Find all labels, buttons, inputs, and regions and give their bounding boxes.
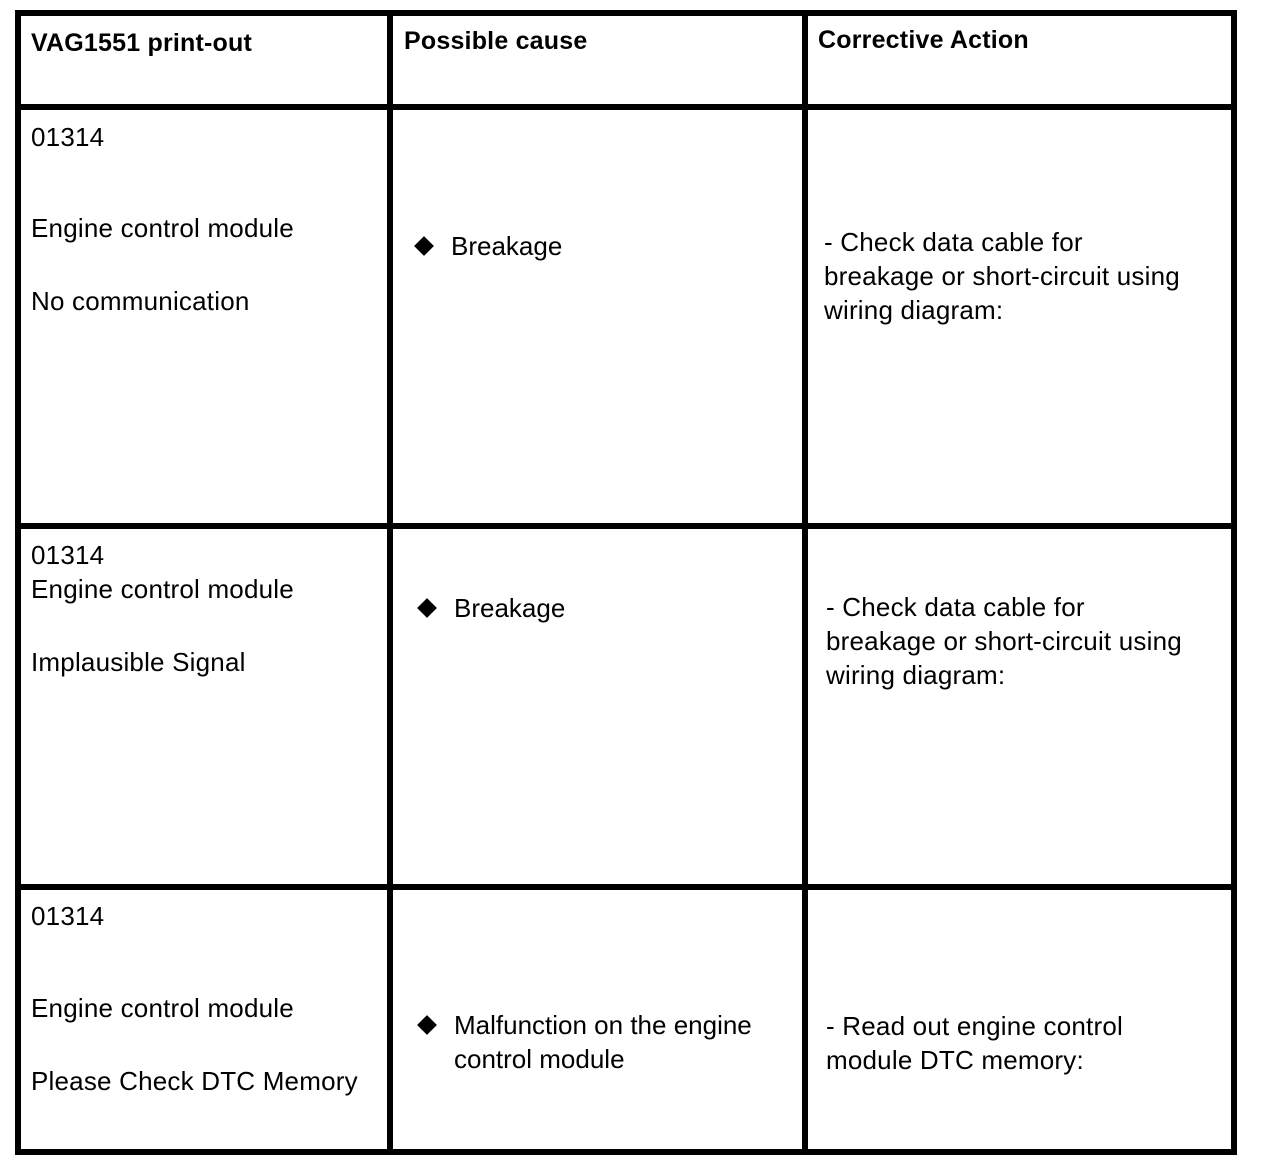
dtc-module: Engine control module <box>31 213 294 243</box>
cause-item <box>417 591 565 625</box>
diamond-bullet-icon <box>417 1015 437 1035</box>
dtc-code: 01314 <box>31 540 105 570</box>
dtc-status: Implausible Signal <box>31 647 246 677</box>
cause-item <box>417 1008 752 1076</box>
cause-text: Malfunction on the engine control module <box>454 1010 752 1074</box>
diamond-bullet-icon <box>417 598 437 618</box>
action-text: - Check data cable for breakage or short-circuit using wiring diagram: <box>824 227 1180 325</box>
row-divider <box>15 104 1237 110</box>
cause-item <box>414 229 562 263</box>
diamond-bullet-icon <box>414 236 434 256</box>
cause-text: Breakage <box>451 231 563 261</box>
header-cause: Possible cause <box>404 27 588 55</box>
action-text: - Read out engine control module DTC memory: <box>826 1011 1123 1075</box>
header-printout: VAG1551 print-out <box>31 29 253 57</box>
row-divider <box>15 523 1237 529</box>
dtc-status: Please Check DTC Memory <box>31 1066 358 1096</box>
action-text: - Check data cable for breakage or short-circuit using wiring diagram: <box>826 592 1182 690</box>
column-divider <box>387 10 393 1155</box>
dtc-module: Engine control module <box>31 574 294 604</box>
row-divider <box>15 884 1237 890</box>
dtc-code: 01314 <box>31 122 105 152</box>
dtc-code: 01314 <box>31 901 105 931</box>
dtc-module: Engine control module <box>31 993 294 1023</box>
cause-text: Breakage <box>454 593 566 623</box>
dtc-status: No communication <box>31 286 250 316</box>
column-divider <box>802 10 808 1155</box>
header-action: Corrective Action <box>818 26 1029 54</box>
